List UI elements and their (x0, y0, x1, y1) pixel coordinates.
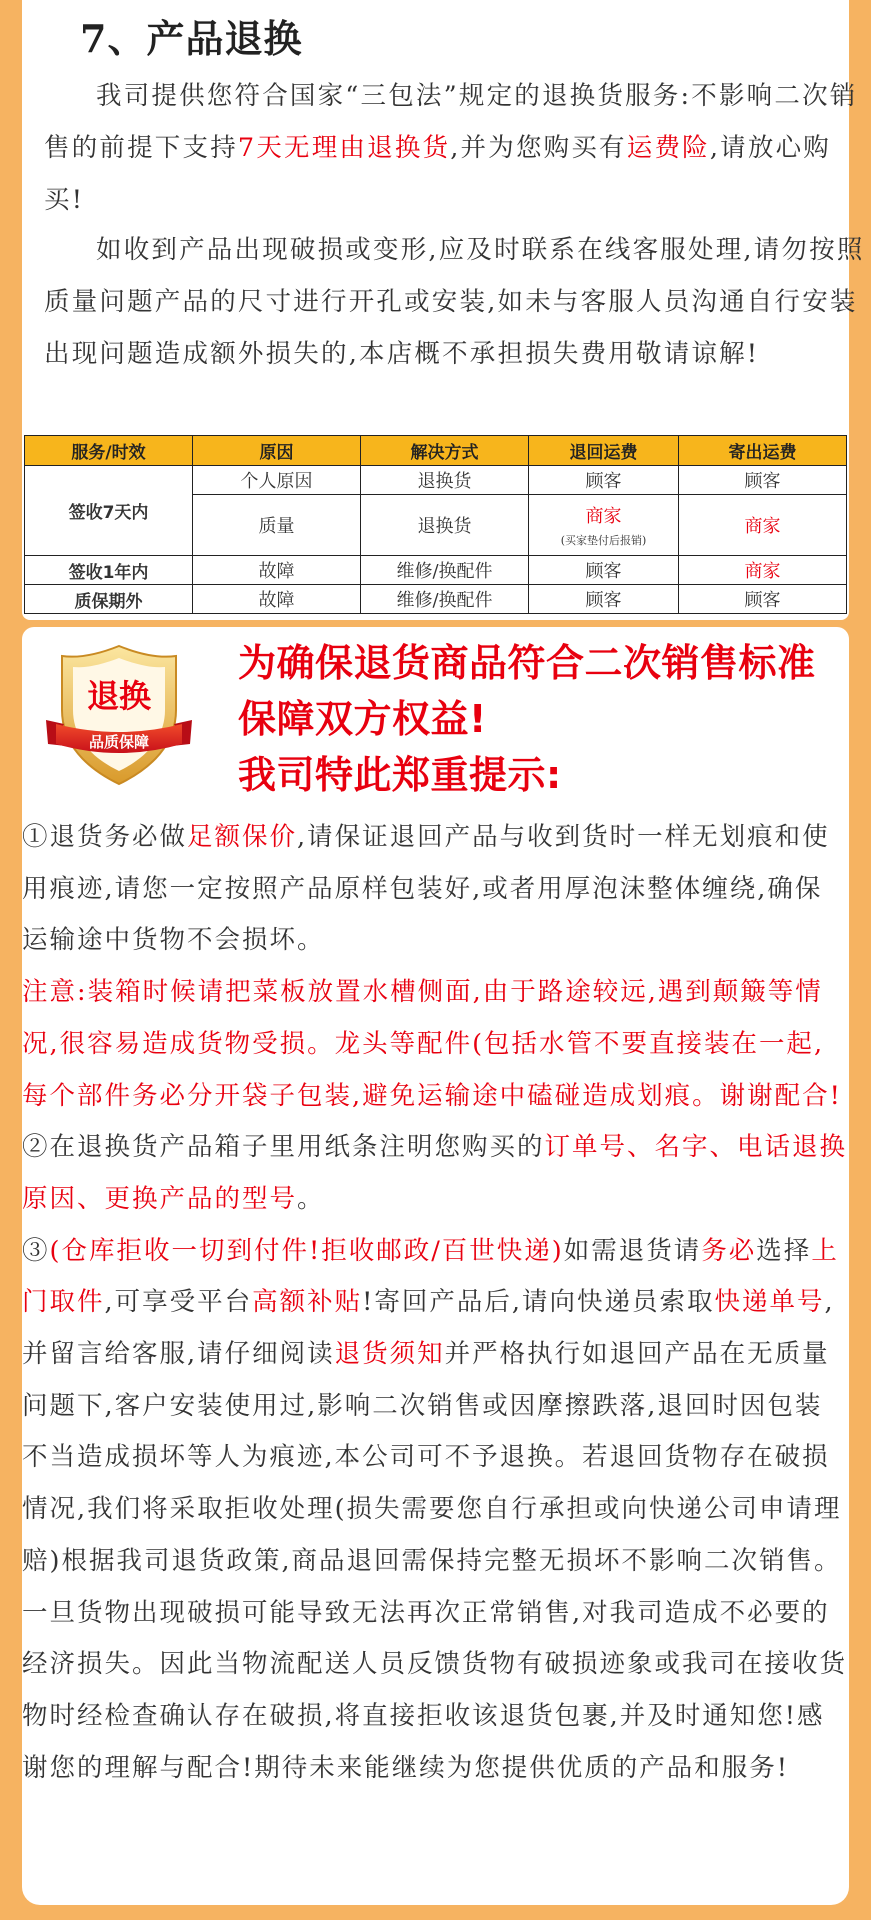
notice-item-3: ③(仓库拒收一切到付件!拒收邮政/百世快递)如需退货请务必选择上门取件,可享受平台高额补贴!寄回产品后,请向快递员索取快递单号,并留言给客服,请仔细阅读退货须知并严格执行如退回产品在无质量问题下,客户安装使用过,影响二次销售或因摩擦跌落,退回时因包装不当造成损坏等人为痕迹,本公司可不予退换。若退回货物存在破损情况,我们将采取拒收处理(损失需要您自行承担或向快递公司申请理赔)根据我司退货政策,商品退回需保持完整无损坏不影响二次销售。一旦货物出现破损可能导致无法再次正常销售,对我司造成不必要的经济损失。因此当物流配送人员反馈货物有破损迹象或我司在接收货物时经检查确认存在破损,将直接拒收该退货包裹,并及时通知您!感谢您的理解与配合!期待未来能继续为您提供优质的产品和服务! (22, 1235, 848, 1783)
table-cell: 顾客 (679, 466, 847, 495)
badge-ribbon-text: 品质保障 (88, 733, 150, 751)
badge-main-text: 退换 (86, 677, 152, 715)
table-cell: 顾客 (529, 466, 679, 495)
notice-headline (238, 635, 816, 803)
table-cell: 退换货 (361, 466, 529, 495)
table-cell-period: 签收7天内 (25, 466, 193, 556)
packing-notice: 注意:装箱时候请把菜板放置水槽侧面,由于路途较远,遇到颠簸等情况,很容易造成货物受损。龙头等配件(包括水管不要直接装在一起,每个部件务必分开袋子包装,避免运输途中磕碰造成划痕。谢谢配合! (22, 977, 842, 1111)
tracking-number-highlight: 快递单号 (714, 1287, 825, 1318)
table-cell: 顾客 (679, 585, 847, 614)
shipping-insurance-highlight: 运费险 (626, 133, 710, 163)
table-cell: 顾客 (529, 585, 679, 614)
headline-line: 保障双方权益! (238, 697, 487, 741)
refused-shipments-highlight: (仓库拒收一切到付件!拒收邮政/百世快递) (49, 1235, 564, 1266)
headline-line: 我司特此郑重提示: (238, 753, 562, 797)
seven-day-return-highlight: 7天无理由退换货 (237, 133, 451, 163)
section-title: 7、产品退换 (80, 16, 303, 61)
table-cell: 个人原因 (193, 466, 361, 495)
notice-item-2: ②在退换货产品箱子里用纸条注明您购买的订单号、名字、电话退换原因、更换产品的型号。 (22, 1132, 848, 1214)
policy-paragraph-1: 我司提供您符合国家“三包法”规定的退换货服务:不影响二次销售的前提下支持7天无理由退换货,并为您购买有运费险,请放心购买! (44, 81, 858, 215)
table-header: 服务/时效 (25, 436, 193, 466)
table-row (25, 466, 847, 495)
table-cell-merchant: 商家 (585, 506, 622, 527)
notice-item-1: ①退货务必做足额保价,请保证退回产品与收到货时一样无划痕和使用痕迹,请您一定按照产品原样包装好,或者用厚泡沫整体缠绕,确保运输途中货物不会损坏。 (22, 822, 830, 956)
quality-guarantee-badge-icon (44, 640, 194, 790)
service-table (24, 435, 847, 614)
table-cell: 维修/换配件 (361, 585, 529, 614)
table-row (25, 556, 847, 585)
policy-paragraph-2: 如收到产品出现破损或变形,应及时联系在线客服处理,请勿按照质量问题产品的尺寸进行开孔或安装,如未与客服人员沟通自行安装出现问题造成额外损失的,本店概不承担损失费用敬请谅解! (44, 235, 865, 369)
table-cell: 商家 (679, 556, 847, 585)
table-header-row (25, 436, 847, 466)
table-cell-period: 质保期外 (25, 585, 193, 614)
table-cell: 顾客 (529, 556, 679, 585)
order-info-highlight: 订单号、名字、电话退换原因、更换产品的型号 (22, 1132, 848, 1214)
table-cell: 质量 (193, 495, 361, 556)
reimbursement-note: (买家垫付后报销) (560, 534, 647, 547)
table-cell: 维修/换配件 (361, 556, 529, 585)
table-header: 原因 (193, 436, 361, 466)
table-header: 解决方式 (361, 436, 529, 466)
table-header: 寄出运费 (679, 436, 847, 466)
return-terms-highlight: 退货须知 (334, 1339, 445, 1370)
full-insurance-highlight: 足额保价 (187, 822, 298, 852)
notice-body (22, 812, 849, 1794)
subsidy-highlight: 高额补贴 (252, 1287, 363, 1318)
table-header: 退回运费 (529, 436, 679, 466)
table-cell: 故障 (193, 585, 361, 614)
table-cell: 故障 (193, 556, 361, 585)
table-cell: 退换货 (361, 495, 529, 556)
table-cell: 商家 (679, 495, 847, 556)
door-pickup-highlight: 上门取件 (22, 1235, 839, 1318)
table-row (25, 585, 847, 614)
table-cell-period: 签收1年内 (25, 556, 193, 585)
table-cell (529, 495, 679, 556)
headline-line: 为确保退货商品符合二次销售标准 (238, 641, 816, 685)
